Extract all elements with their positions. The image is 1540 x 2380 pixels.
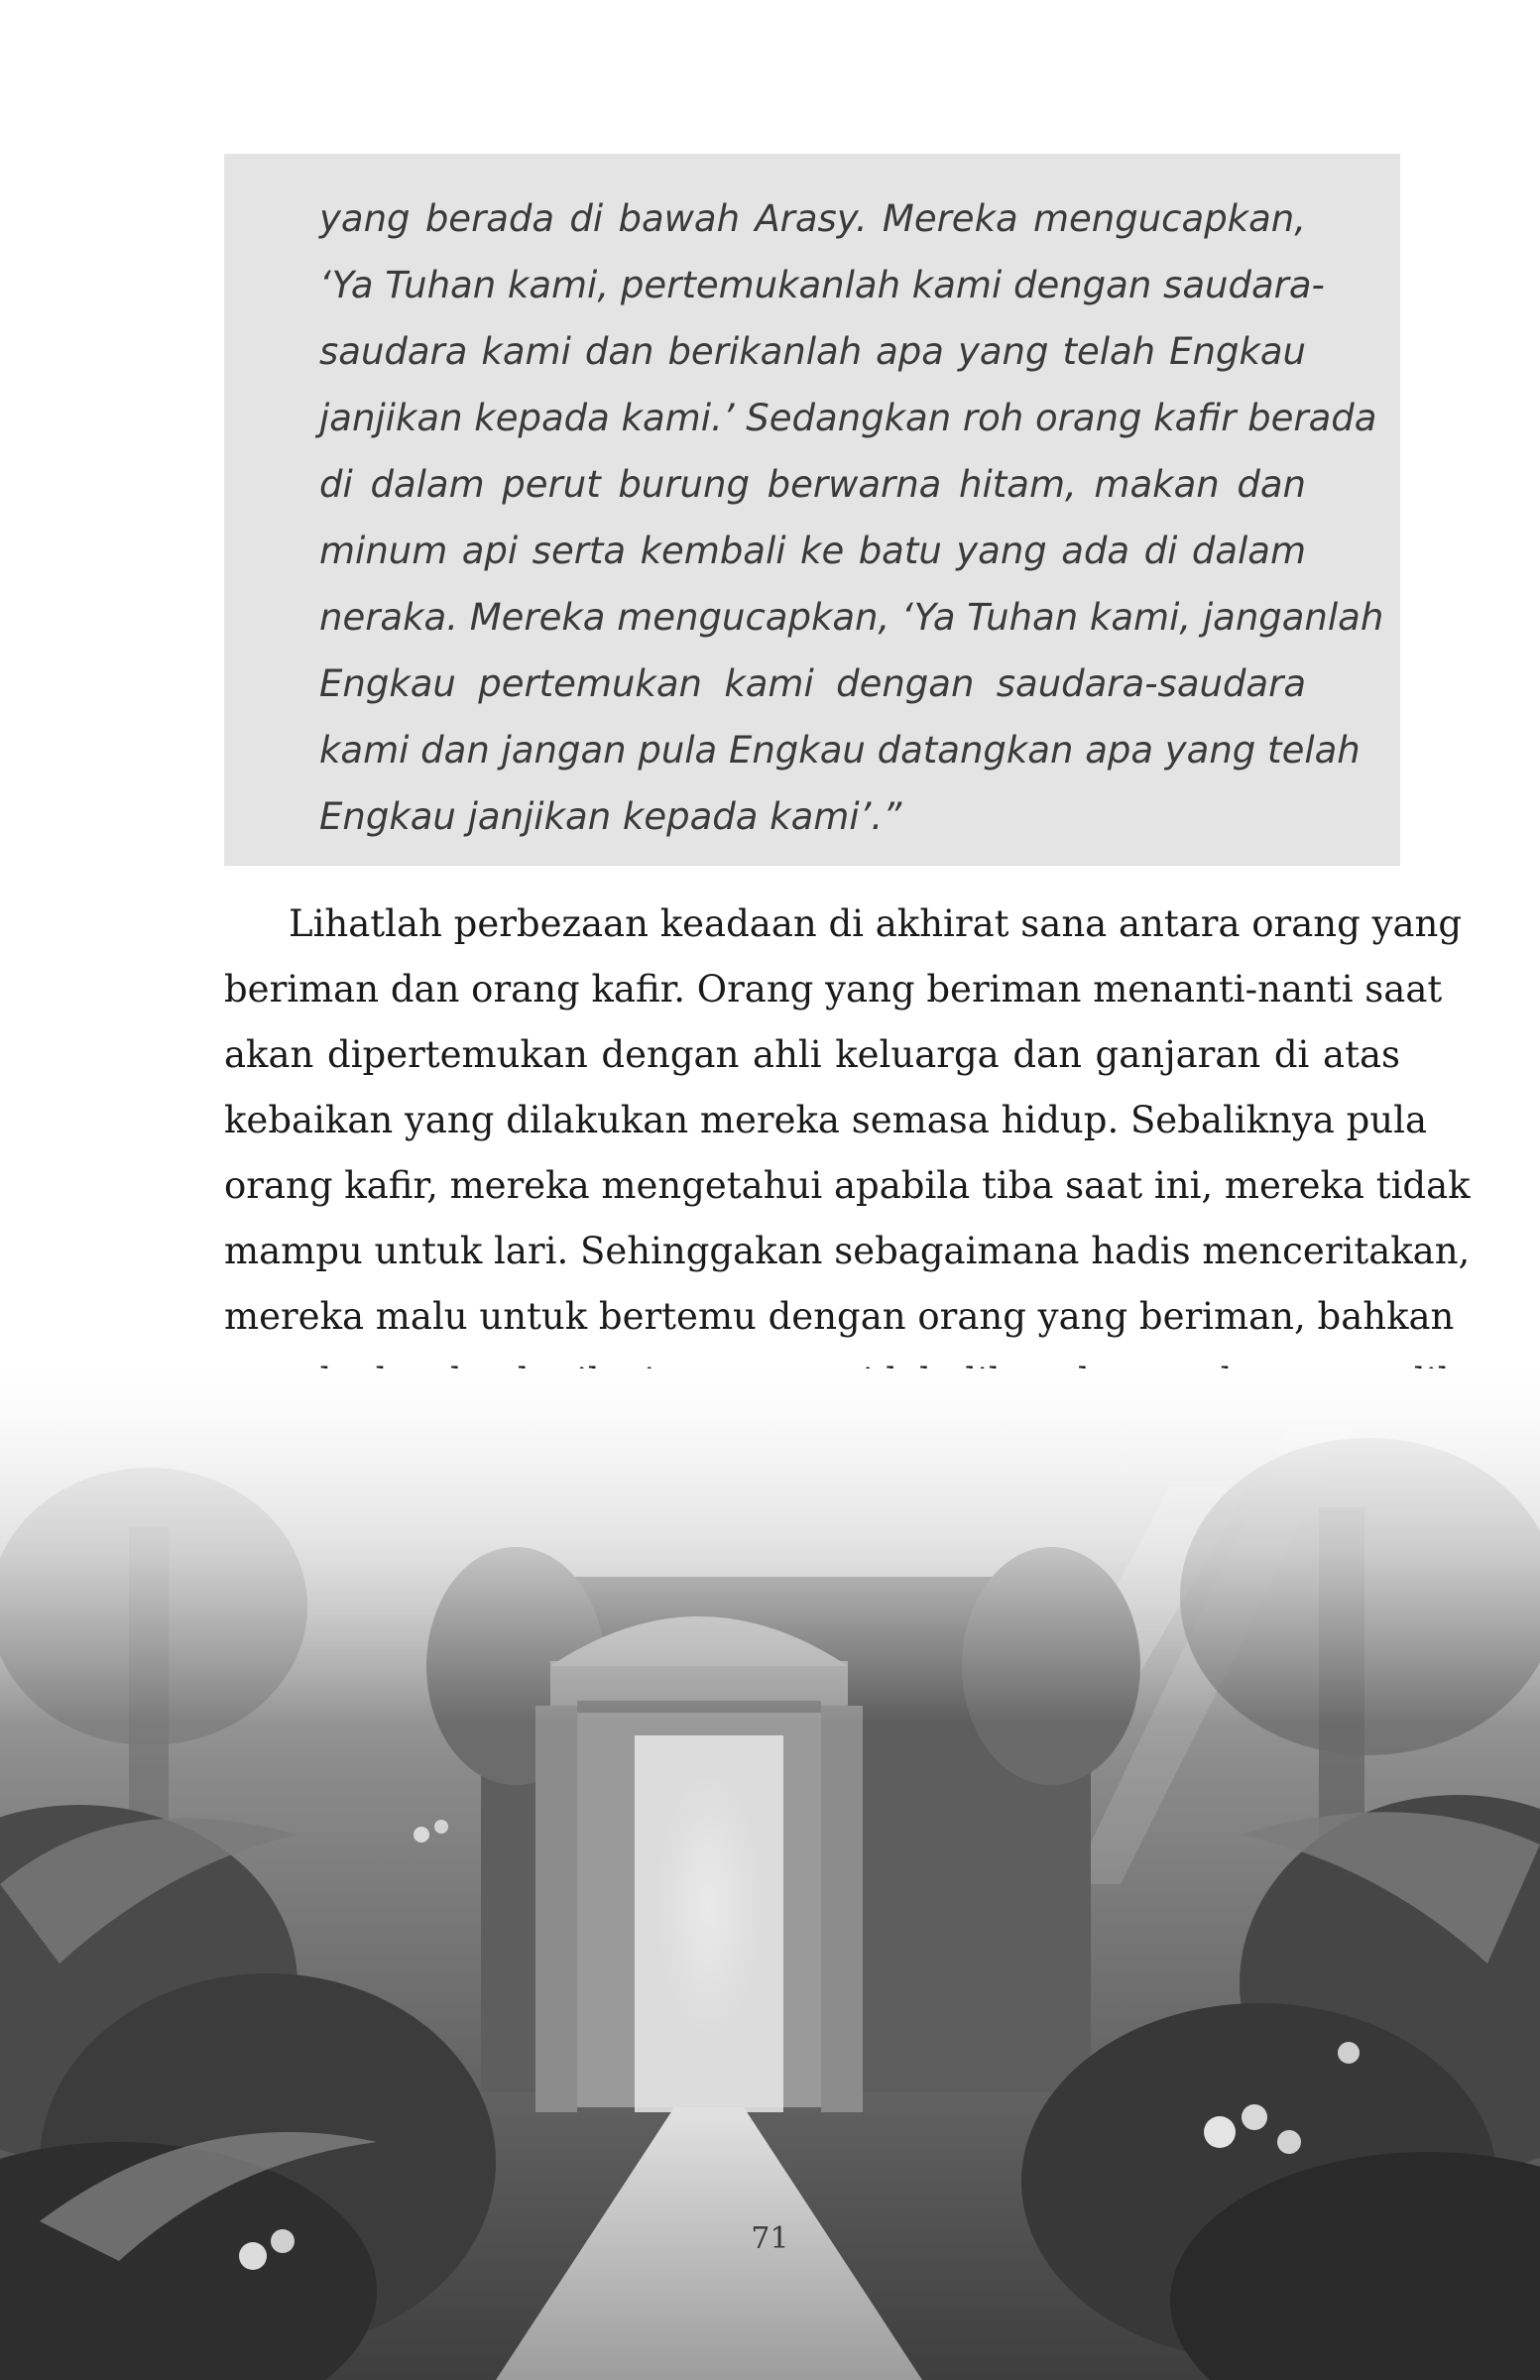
body-line: kebaikan yang dilakukan mereka semasa hidup. Sebaliknya pula xyxy=(224,1099,1427,1141)
quote-line: janjikan kepada kami.’ Sedangkan roh orang kafir berada xyxy=(319,397,1377,439)
page-number: 71 xyxy=(751,2221,789,2256)
body-line: beriman dan orang kafir. Orang yang beriman menanti-nanti saat xyxy=(224,968,1443,1011)
body-line: mereka malu untuk bertemu dengan orang yang beriman, bahkan xyxy=(224,1295,1455,1338)
quote-line: di dalam perut burung berwarna hitam, makan dan xyxy=(319,463,1306,506)
quote-line: Engkau janjikan kepada kami’.” xyxy=(319,795,902,838)
quote-line: Engkau pertemukan kami dengan saudara-saudara xyxy=(319,662,1306,705)
quote-line: minum api serta kembali ke batu yang ada di dalam xyxy=(319,530,1306,572)
body-line: orang kafir, mereka mengetahui apabila tiba saat ini, mereka tidak xyxy=(224,1164,1471,1207)
body-line: mampu untuk lari. Sehinggakan sebagaimana hadis menceritakan, xyxy=(224,1230,1471,1272)
body-line: akan dipertemukan dengan ahli keluarga dan ganjaran di atas xyxy=(224,1033,1400,1076)
body-line: Lihatlah perbezaan keadaan di akhirat sana antara orang yang xyxy=(289,902,1463,945)
quote-line: kami dan jangan pula Engkau datangkan apa yang telah xyxy=(319,729,1361,772)
quote-line: neraka. Mereka mengucapkan, ‘Ya Tuhan kami, janganlah xyxy=(319,596,1384,639)
quote-line: ‘Ya Tuhan kami, pertemukanlah kami dengan saudara- xyxy=(319,264,1325,306)
quote-line: yang berada di bawah Arasy. Mereka mengucapkan, xyxy=(319,197,1306,240)
quote-line: saudara kami dan berikanlah apa yang telah Engkau xyxy=(319,330,1306,373)
